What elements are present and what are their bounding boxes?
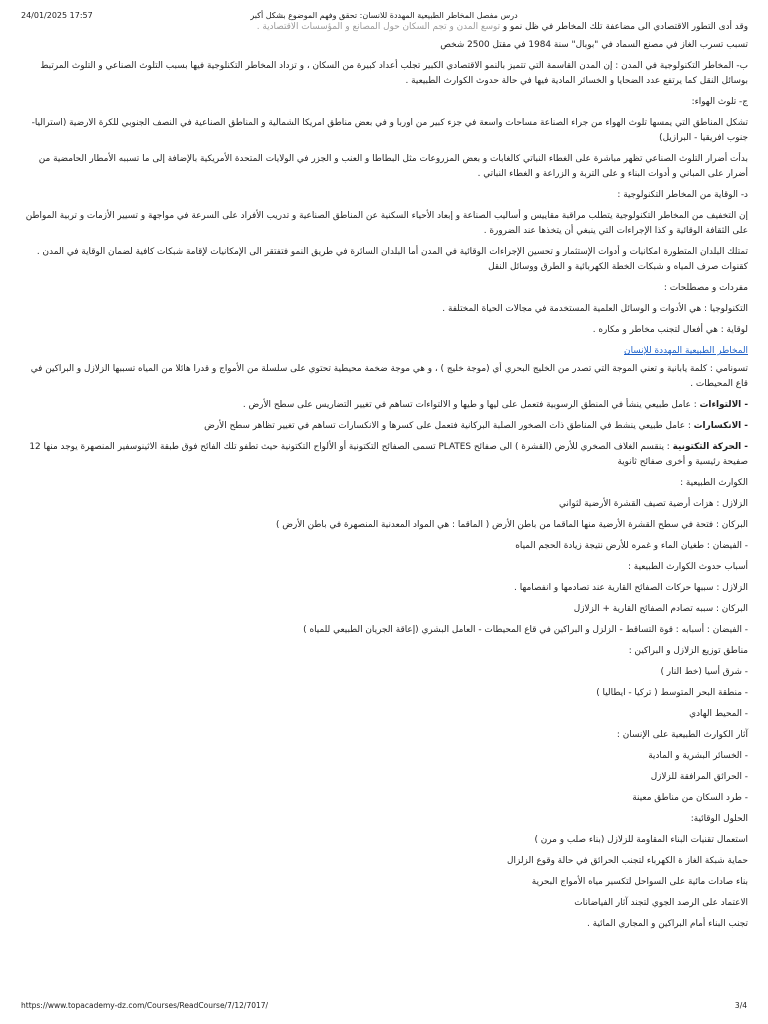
paragraph: ب- المخاطر التكنولوجية في المدن : إن المدن القاسمة التي تتميز بالنمو الاقتصادي الكبير تجلب أعداد كبيرة من السكان ، و تزداد المخاطر التكنلوجية فيها بسبب التلوث الصناعي و التلوث المرتبط بوسائل النقل كما يرتفع عدد الضحايا و الخسائر المادية فيها في حالة حدوث الكوارث الطبيعية . — [40, 61, 748, 86]
article-body — [20, 20, 748, 938]
section-heading: مناطق توزيع الزلازل و البراكين : — [628, 646, 748, 656]
paragraph: - الفيضان : أسبابه : قوة التساقط - الزلزل و البراكين في قاع المحيطات - العامل البشري (إعاقة الجريان الطبيعي للمياه ) — [303, 625, 748, 635]
list-item: - المحيط الهادي — [689, 709, 748, 719]
print-page-title: درس مفصل المخاطر الطبيعية المهددة للانسان: تحقق وفهم الموضوع بشكل أكبر — [250, 11, 518, 20]
list-item: تجنب البناء أمام البراكين و المجاري المائية . — [586, 919, 748, 929]
paragraph: البركان : سببه تصادم الصفائح القارية + الزلازل — [573, 604, 748, 614]
print-datetime: 24/01/2025 17:57 — [21, 11, 93, 20]
section-heading: أسباب حدوث الكوارث الطبيعية : — [628, 562, 748, 572]
print-footer — [0, 1001, 768, 1015]
page-number: 3/4 — [734, 1001, 747, 1010]
paragraph: البركان : فتحة في سطح القشرة الأرضية منها الماقما من باطن الأرض ( الماقما : هي المواد المعدنية المنصهرة في باطن الأرض ) — [275, 520, 748, 530]
section-heading: ج- تلوث الهواء: — [691, 97, 748, 107]
list-item: استعمال تقنيات البناء المقاومة للزلازل (بناء صلب و مرن ) — [534, 835, 748, 845]
paragraph: الزلازل : هزات أرضية تصيف القشرة الأرضية لثواني — [559, 499, 748, 509]
list-item: - طرد السكان من مناطق معينة — [632, 793, 748, 803]
section-heading: د- الوقاية من المخاطر التكنولوجية : — [617, 190, 748, 200]
paragraph: تسبب تسرب الغاز في مصنع السماد في "بوبال" سنة 1984 في مقتل 2500 شخص — [440, 40, 748, 50]
paragraph: بدأت أضرار التلوث الصناعي تظهر مباشرة على الغطاء النباتي كالغابات و بعض المزروعات مثل البطاطا و العنب و الجزر في الولايات المتحدة الأمريكية بالإضافة إلى ما تسببه الأمطار الحامضية من أضرار على المباني و أدوات البناء و على التربة و الزراعة و الغطاء النباتي . — [38, 154, 748, 179]
list-item: - الخسائر البشرية و المادية — [648, 751, 748, 761]
term-folds: - الالتواءات — [699, 400, 748, 410]
list-item: - شرق أسيا (خط النار ) — [660, 667, 748, 677]
paragraph: لوقاية : هي أفعال لتجنب مخاطر و مكاره . — [592, 325, 748, 335]
paragraph: - الفيضان : طغيان الماء و غمره للأرض نتيجة زيادة الحجم المياه — [515, 541, 748, 551]
section-heading: الكوارث الطبيعية : — [680, 478, 748, 488]
paragraph: تمتلك البلدان المتطورة امكانيات و أدوات الإستثمار و تحسين الإجراءات الوقائية في المدن أما البلدان السائرة في طريق النمو فتفتقر الى الإمكانيات لإقامة شبكات كافية لضمان الوقاية في المدن . كقنوات صرف المياه و شبكات الخطة الكهربائية و الطرق ووسائل النقل — [36, 247, 748, 272]
list-item: حماية شبكة الغاز ة الكهرباء لتجنب الحرائق في حالة وقوع الزلزال — [507, 856, 748, 866]
paragraph: إن التخفيف من المخاطر التكنولوجية يتطلب مراقبة مقاييس و أساليب الصناعة و إبعاد الأحياء السكنية عن المناطق الصناعية و تدريب الأفراد على السرعة في مواجهة و تسيير الأزمات و تربية المواطن على الثقافة الوقائية و كذا الإجراءات التي ينبغي أن يتخذها عند الضرورة . — [25, 211, 748, 236]
paragraph: تشكل المناطق التي يمسها تلوث الهواء من جراء الصناعة مساحات واسعة في جزء كبير من اوربا و في بعض مناطق امريكا الشمالية و المناطق الصناعية في النصف الجنوبي للكرة الارضية (استراليا- جنوب افريقيا - البرازيل) — [31, 118, 748, 143]
paragraph: الزلازل : سببها حركات الصفائح القارية عند تصادمها و انفصامها . — [514, 583, 748, 593]
list-item: - الحرائق المرافقة للزلازل — [650, 772, 748, 782]
paragraph: التكنولوجيا : هي الأدوات و الوسائل العلمية المستخدمة في مجالات الحياة المختلفة . — [442, 304, 748, 314]
term-tectonic: - الحركة التكتونية — [672, 442, 748, 452]
paragraph: - الانكسارات : عامل طبيعي ينشط في المناطق ذات الصخور الصلبة البركانية فتعمل على كسرها و الانكسارات تساهم في تغيير تظاهر سطح الأرض — [204, 421, 748, 431]
list-item: بناء صادات مائية على السواحل لتكسير مياه الأمواج البحرية — [531, 877, 748, 887]
section-heading: آثار الكوارث الطبيعية على الإنسان : — [616, 730, 748, 740]
list-item: - منطقة البحر المتوسط ( تركيا - ايطاليا ) — [596, 688, 748, 698]
print-url: https://www.topacademy-dz.com/Courses/ReadCourse/7/12/7017/ — [21, 1001, 269, 1010]
paragraph: وقد أدى التطور الاقتصادي الى مضاعفة تلك المخاطر في ظل نمو و توسع المدن و تجم السكان حول المصانع و المؤسسات الاقتصادية . — [256, 22, 748, 32]
section-link-heading[interactable]: المخاطر الطبيعية المهددة للإنسان — [624, 346, 748, 356]
list-item: الاعتماد على الرصد الجوي لتجند آثار الفياضانات — [574, 898, 748, 908]
paragraph: - الحركة التكتونية : ينقسم الغلاف الصخري للأرض (القشرة ) الى صفائح PLATES تسمى الصفائح التكتونية أو الألواح التكتونية حيث تطفو تلك الفائح فوق طبقة الاثينوسفير المنصهرة يوجد منها 12 صفيحة رئيسية و أخرى صفائح ثانوية — [29, 442, 748, 467]
paragraph: تسونامي : كلمة يابانية و تعني الموجة التي تصدر من الخليج البحري أي (موجة خليج ) ، و هي موجة ضخمة محيطية تحتوي على سلسلة من الأمواج و قدرا هائلا من المياه تسببها الزلازل و البراكين في قاع المحيطات . — [30, 364, 748, 389]
section-heading: الحلول الوقائية: — [690, 814, 748, 824]
section-heading: مفردات و مصطلحات : — [663, 283, 748, 293]
paragraph: - الالتواءات : عامل طبيعي ينشأ في المنطق الرسوبية فتعمل على ليها و طيها و الالتواءات تساهم في تغيير التضاريس على سطح الأرض . — [242, 400, 748, 410]
term-faults: - الانكسارات — [693, 421, 748, 431]
